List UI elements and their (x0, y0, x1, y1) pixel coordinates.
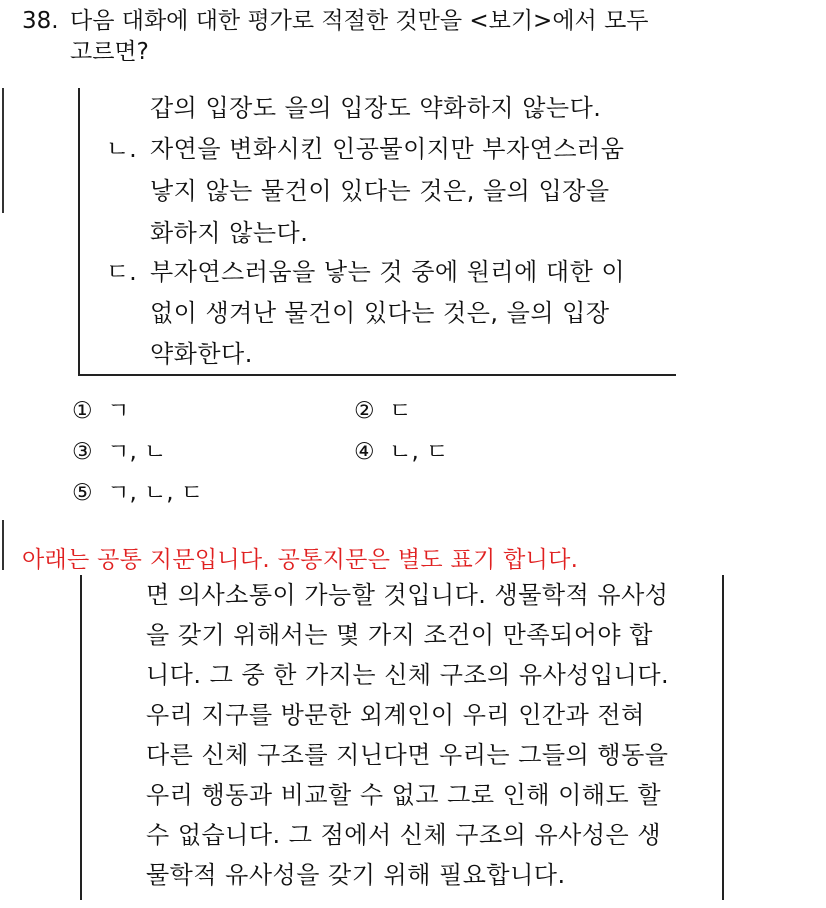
bogi-line-3: 낳지 않는 물건이 있다는 것은, 을의 입장을 (150, 177, 610, 205)
choice-1[interactable] (72, 395, 129, 427)
choice-5-text: ㄱ, ㄴ, ㄷ (107, 480, 204, 506)
question-stem (22, 6, 812, 68)
passage-line-1: 면 의사소통이 가능할 것입니다. 생물학적 유사성 (146, 581, 669, 609)
choice-1-number: ① (72, 398, 93, 424)
bogi-line-6: 없이 생겨난 물건이 있다는 것은, 을의 입장 (150, 299, 610, 327)
choice-3-number: ③ (72, 439, 93, 465)
passage-box (80, 575, 724, 900)
choice-2-text: ㄷ (389, 398, 412, 424)
bogi-line-7: 약화한다. (150, 340, 253, 368)
question-line-1 (22, 6, 812, 37)
choice-2-number: ② (354, 398, 375, 424)
passage-line-6: 우리 행동과 비교할 수 없고 그로 인해 이해도 할 (146, 781, 662, 809)
passage-line-2: 을 갖기 위해서는 몇 가지 조건이 만족되어야 합 (146, 621, 653, 649)
passage-line-4: 우리 지구를 방문한 외계인이 우리 인간과 전혀 (146, 701, 645, 729)
passage-line-7: 수 없습니다. 그 점에서 신체 구조의 유사성은 생 (146, 821, 662, 849)
bogi-line-2: 자연을 변화시킨 인공물이지만 부자연스러움 (150, 135, 625, 163)
choice-4-text: ㄴ, ㄷ (389, 439, 449, 465)
bogi-line-1: 갑의 입장도 을의 입장도 약화하지 않는다. (150, 94, 602, 122)
bogi-line-4: 화하지 않는다. (150, 219, 309, 247)
question-text-line-2: 고르면? (70, 39, 149, 65)
bogi-mark-b: ㄴ. (106, 135, 137, 163)
passage-line-5: 다른 신체 구조를 지닌다면 우리는 그들의 행동을 (146, 741, 669, 769)
choice-3[interactable] (72, 436, 166, 468)
bogi-line-5: 부자연스러움을 낳는 것 중에 원리에 대한 이 (150, 258, 626, 286)
common-passage-notice: 아래는 공통 지문입니다. 공통지문은 별도 표기 합니다. (22, 547, 579, 573)
choice-4-number: ④ (354, 439, 375, 465)
left-margin-rule-upper (2, 88, 4, 213)
choice-1-text: ㄱ (107, 398, 130, 424)
choice-4[interactable] (354, 436, 448, 468)
choice-2[interactable] (354, 395, 411, 427)
question-number: 38. (22, 8, 59, 34)
choice-3-text: ㄱ, ㄴ (107, 439, 167, 465)
choice-5[interactable] (72, 477, 203, 509)
bogi-box (78, 88, 676, 376)
passage-line-3: 니다. 그 중 한 가지는 신체 구조의 유사성입니다. (146, 661, 670, 689)
bogi-mark-c: ㄷ. (106, 258, 137, 286)
choice-5-number: ⑤ (72, 480, 93, 506)
passage-line-8: 물학적 유사성을 갖기 위해 필요합니다. (146, 861, 566, 889)
left-margin-rule-lower (2, 520, 4, 570)
question-text-line-1: 다음 대화에 대한 평가로 적절한 것만을 <보기>에서 모두 (70, 8, 649, 34)
